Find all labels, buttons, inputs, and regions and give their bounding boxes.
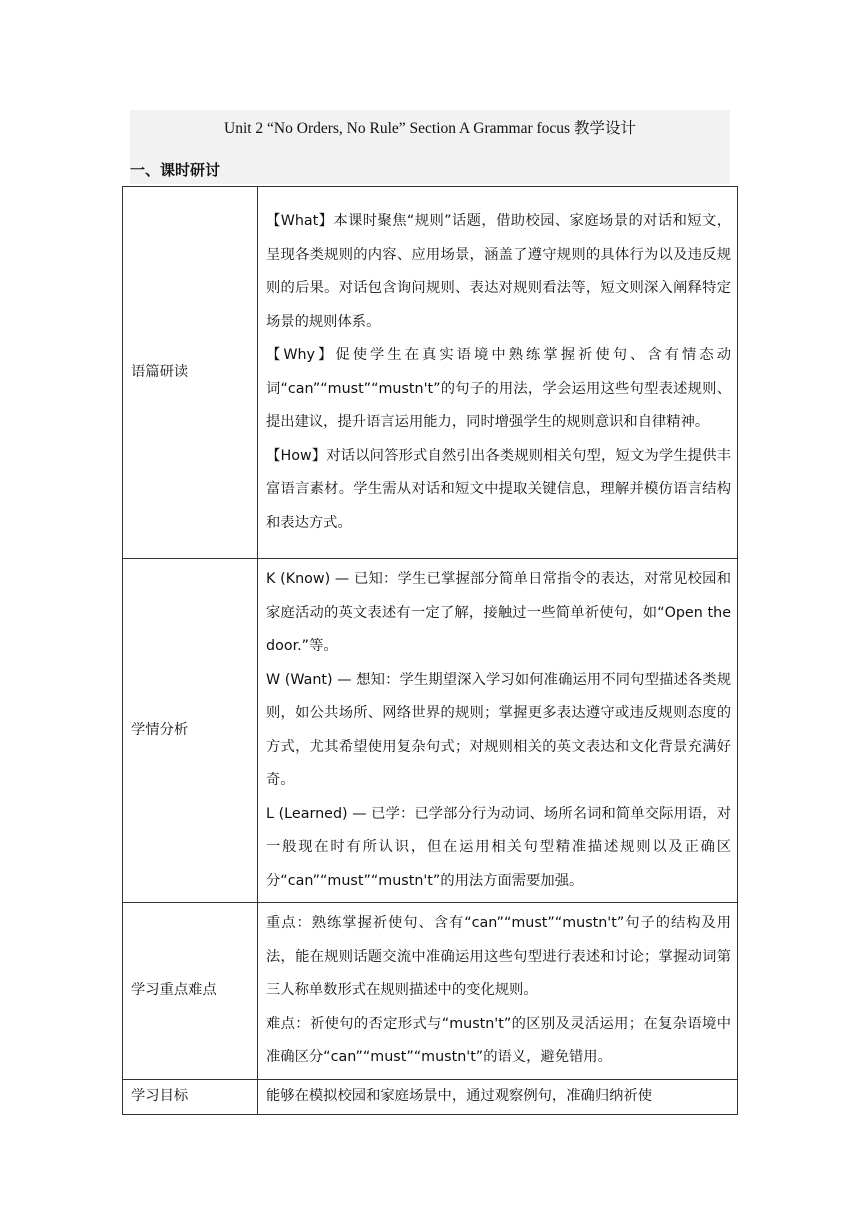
paragraph-how: 【How】对话以问答形式自然引出各类规则相关句型，短文为学生提供丰富语言素材。学生需从对话和短文中提取关键信息，理解并模仿语言结构和表达方式。 [266,447,731,531]
paragraph-why: 【Why】促使学生在真实语境中熟练掌握祈使句、含有情态动词“can”“must”“mustn't”的句子的用法，学会运用这些句型表述规则、提出建议，提升语言运用能力，同时增强学生的规则意识和自律精神。 [266,347,731,430]
paragraph-know: K (Know) — 已知：学生已掌握部分简单日常指令的表达，对常见校园和家庭活动的英文表述有一定了解，接触过一些简单祈使句，如“Open the door.”等。 [266,571,731,654]
row-label-objectives: 学习目标 [123,1079,258,1114]
row-label-key-points: 学习重点难点 [123,903,258,1080]
paragraph-key-point: 重点：熟练掌握祈使句、含有“can”“must”“mustn't”句子的结构及用法，能在规则话题交流中准确运用这些句型进行表述和讨论；掌握动词第三人称单数形式在规则描述中的变化规则。 [266,915,731,998]
paragraph-want: W (Want) — 想知：学生期望深入学习如何准确运用不同句型描述各类规则，如公共场所、网络世界的规则；掌握更多表达遵守或违反规则态度的方式，尤其希望使用复杂句式；对规则相关的英文表达和文化背景充满好奇。 [266,671,731,788]
table-row [123,559,738,903]
paragraph-learned: L (Learned) — 已学：已学部分行为动词、场所名词和简单交际用语，对一般现在时有所认识，但在运用相关句型精准描述规则以及正确区分“can”“must”“mustn't”的用法方面需要加强。 [266,805,731,889]
table-row [123,1079,738,1114]
row-label-student-analysis: 学情分析 [123,559,258,903]
row-content-student-analysis [258,559,738,903]
section-heading: 一、课时研讨 [130,161,221,179]
table-row [123,903,738,1080]
document-title: Unit 2 “No Orders, No Rule” Section A Grammar focus 教学设计 [224,120,636,137]
lesson-plan-table [122,186,738,1115]
row-label-text-study: 语篇研读 [123,187,258,559]
row-content-objectives [258,1079,738,1114]
table-row [123,187,738,559]
row-content-key-points [258,903,738,1080]
paragraph-what: 【What】本课时聚焦“规则”话题，借助校园、家庭场景的对话和短文，呈现各类规则的内容、应用场景，涵盖了遵守规则的具体行为以及违反规则的后果。对话包含询问规则、表达对规则看法等，短文则深入阐释特定场景的规则体系。 [266,213,731,330]
row-content-text-study [258,187,738,559]
paragraph-objective: 能够在模拟校园和家庭场景中，通过观察例句，准确归纳祈使 [266,1087,653,1104]
paragraph-difficulty: 难点：祈使句的否定形式与“mustn't”的区别及灵活运用；在复杂语境中准确区分“can”“must”“mustn't”的语义，避免错用。 [266,1015,731,1065]
